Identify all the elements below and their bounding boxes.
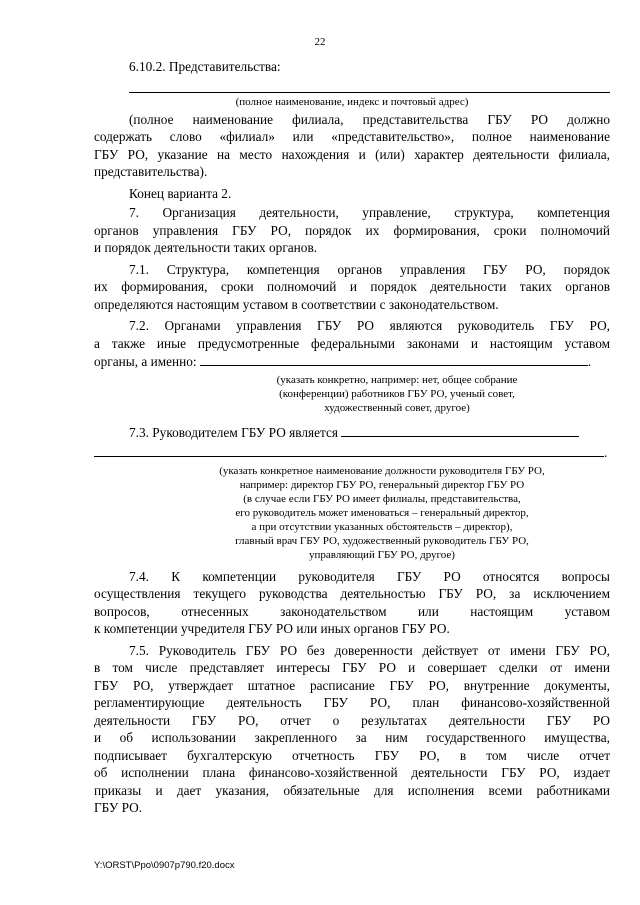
document-body <box>94 58 610 817</box>
page-number: 22 <box>314 36 326 48</box>
paragraph-line: (полное наименование филиала, представительства ГБУ РО должно <box>129 111 610 127</box>
section-7-2-line: а также иные предусмотренные федеральными законами и настоящим уставом <box>94 335 610 351</box>
note-line: управляющий ГБУ РО, другое) <box>309 548 455 561</box>
footer-file-path: Y:\ORST\Ppo\0907p790.f20.docx <box>94 860 235 871</box>
section-7-3-prefix: 7.3. Руководителем ГБУ РО является <box>129 424 342 440</box>
end-of-variant: Конец варианта 2. <box>129 185 232 201</box>
note-line: а при отсутствии указанных обстоятельств – директор), <box>251 520 513 533</box>
section-7-4-line: к компетенции учредителя ГБУ РО или иных органов ГБУ РО. <box>94 621 450 636</box>
section-7-line: 7. Организация деятельности, управление, структура, компетенция <box>129 205 610 220</box>
section-6-10-2-heading: 6.10.2. Представительства: <box>129 59 281 74</box>
blank-fill-line <box>341 423 579 437</box>
section-7-5-line: приказы и дает указания, обязательные для исполнения всеми работниками <box>94 782 610 798</box>
note-line: главный врач ГБУ РО, художественный руководитель ГБУ РО, <box>235 534 529 547</box>
section-7-5-line: и об использовании закрепленного за ним государственного имущества, <box>94 730 610 745</box>
section-7-3-second-line <box>94 443 610 462</box>
note-line: его руководитель может именоваться – генеральный директор, <box>235 506 529 519</box>
section-7-2-blank-line <box>94 352 610 371</box>
paragraph-line: ГБУ РО, указание на место нахождения и (или) характер деятельности филиала, <box>94 146 610 162</box>
section-7-line: и порядок деятельности таких органов. <box>94 240 318 255</box>
section-7-5-line: деятельности ГБУ РО, отчет о результатах деятельности ГБУ РО <box>94 712 610 728</box>
section-7-1-line: определяются настоящим уставом в соответствии с законодательством. <box>94 296 499 312</box>
section-7-5-line: подписывает бухгалтерскую отчетность ГБУ РО, в том числе отчет <box>94 747 610 763</box>
note-line: художественный совет, другое) <box>324 401 470 414</box>
address-note: (полное наименование, индекс и почтовый адрес) <box>235 95 469 108</box>
note-line: (указать конкретное наименование должности руководителя ГБУ РО, <box>219 464 545 477</box>
section-7-5-line: в том числе представляет интересы ГБУ РО и совершает сделки от имени <box>94 660 610 675</box>
section-7-3-line <box>94 423 610 442</box>
note-line: (конференции) работников ГБУ РО, ученый совет, <box>279 387 515 400</box>
section-7-5-line: 7.5. Руководитель ГБУ РО без доверенности действует от имени ГБУ РО, <box>129 642 610 658</box>
section-7-4-line: вопросов, отнесенных законодательством или настоящим уставом <box>94 603 610 619</box>
section-7-5-line: ГБУ РО. <box>94 800 143 815</box>
section-7-5-line: регламентирующие деятельность ГБУ РО, план финансово-хозяйственной <box>94 695 610 710</box>
section-7-1-line: их формирования, сроки полномочий и порядок деятельности таких органов <box>94 279 610 294</box>
paragraph-line: содержать слово «филиал» или «представительство», полное наименование <box>94 129 610 144</box>
section-7-2-line: 7.2. Органами управления ГБУ РО являются руководитель ГБУ РО, <box>129 318 610 333</box>
section-7-2-suffix: . <box>587 354 592 369</box>
section-7-4-line: 7.4. К компетенции руководителя ГБУ РО относятся вопросы <box>129 568 610 584</box>
section-7-5-line: об исполнении плана финансово-хозяйственной деятельности ГБУ РО, издает <box>94 765 610 780</box>
section-7-3-suffix: . <box>604 445 608 460</box>
section-7-2-prefix: органы, а именно: <box>94 354 200 369</box>
note-line: (указать конкретно, например: нет, общее собрание <box>276 373 518 386</box>
section-7-1-line: 7.1. Структура, компетенция органов управления ГБУ РО, порядок <box>129 261 610 277</box>
note-line: (в случае если ГБУ РО имеет филиалы, представительства, <box>243 492 521 505</box>
section-7-5-line: ГБУ РО, утверждает штатное расписание ГБУ РО, внутренние документы, <box>94 677 610 693</box>
blank-fill-line <box>200 352 588 366</box>
section-7-line: органов управления ГБУ РО, порядок их формирования, сроки полномочий <box>94 222 610 238</box>
section-7-3-notes <box>94 464 610 562</box>
note-line: например: директор ГБУ РО, генеральный директор ГБУ РО <box>239 478 525 491</box>
section-7-2-notes <box>94 373 610 415</box>
paragraph-line: представительства). <box>94 164 208 179</box>
blank-fill-line <box>94 443 604 457</box>
section-7-4-line: осуществления текущего руководства деятельностью ГБУ РО, за исключением <box>94 586 610 601</box>
